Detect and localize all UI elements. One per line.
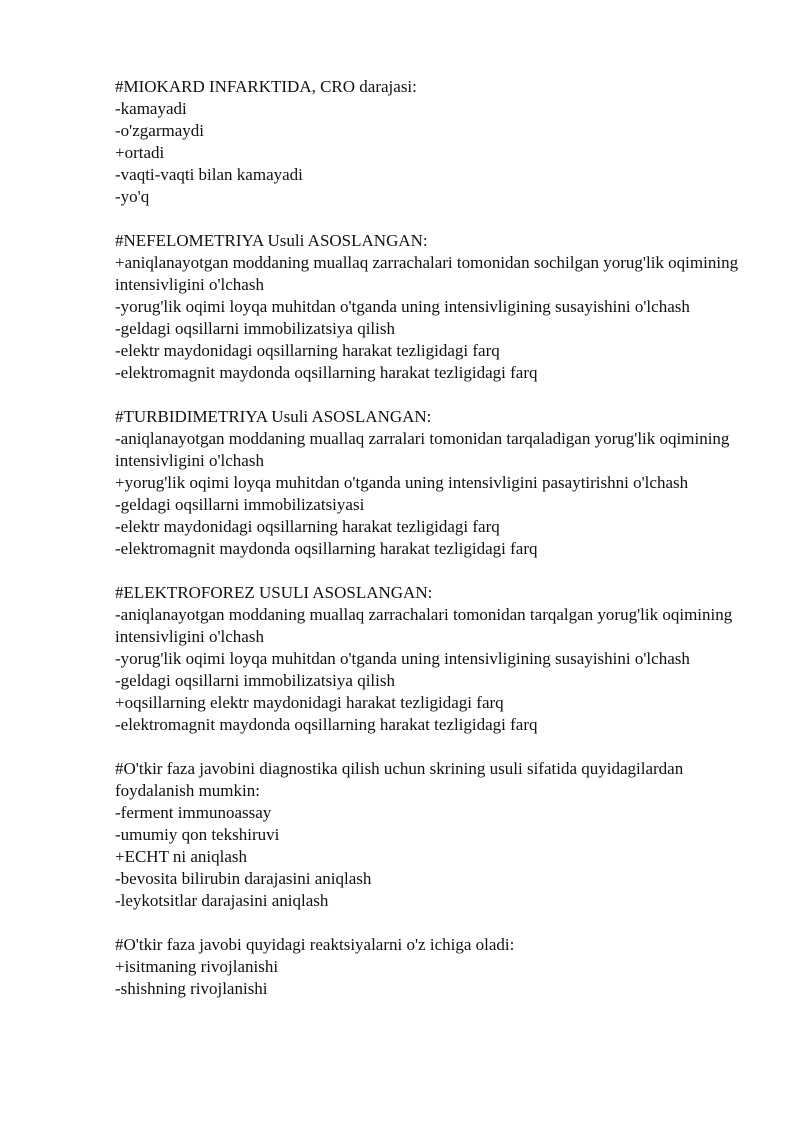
answer-option: -elektr maydonidagi oqsillarning harakat tezligidagi farq (115, 341, 500, 360)
question-text: #ELEKTROFOREZ USULI ASOSLANGAN: (115, 583, 433, 602)
answer-option: -o'zgarmaydi (115, 121, 204, 140)
question-text: #MIOKARD INFARKTIDA, CRO darajasi: (115, 77, 417, 96)
answer-option: +isitmaning rivojlanishi (115, 957, 279, 976)
answer-option: -yorug'lik oqimi loyqa muhitdan o'tganda uning intensivligining susayishini o'lchash (115, 297, 690, 316)
answer-option: -yo'q (115, 187, 150, 206)
answer-option: -bevosita bilirubin darajasini aniqlash (115, 869, 372, 888)
answer-option: -elektromagnit maydonda oqsillarning harakat tezligidagi farq (115, 539, 538, 558)
question-text: #NEFELOMETRIYA Usuli ASOSLANGAN: (115, 231, 428, 250)
question-block (115, 76, 755, 208)
answer-option: -shishning rivojlanishi (115, 979, 268, 998)
answer-option: -elektromagnit maydonda oqsillarning harakat tezligidagi farq (115, 715, 538, 734)
question-block (115, 934, 755, 1000)
question-text: #TURBIDIMETRIYA Usuli ASOSLANGAN: (115, 407, 432, 426)
answer-option: +ECHT ni aniqlash (115, 847, 248, 866)
question-text: #O'tkir faza javobini diagnostika qilish uchun skrining usuli sifatida quyidagilardan foydalanish mumkin: (115, 759, 684, 800)
answer-option: -elektromagnit maydonda oqsillarning harakat tezligidagi farq (115, 363, 538, 382)
question-text: #O'tkir faza javobi quyidagi reaktsiyalarni o'z ichiga oladi: (115, 935, 515, 954)
answer-option: -yorug'lik oqimi loyqa muhitdan o'tganda uning intensivligining susayishini o'lchash (115, 649, 690, 668)
answer-option: -aniqlanayotgan moddaning muallaq zarralari tomonidan tarqaladigan yorug'lik oqimining intensivligini o'lchash (115, 429, 730, 470)
answer-option: -geldagi oqsillarni immobilizatsiyasi (115, 495, 365, 514)
answer-option: -geldagi oqsillarni immobilizatsiya qilish (115, 319, 395, 338)
answer-option: +aniqlanayotgan moddaning muallaq zarrachalari tomonidan sochilgan yorug'lik oqimining intensivligini o'lchash (115, 253, 739, 294)
question-block (115, 758, 755, 912)
answer-option: -geldagi oqsillarni immobilizatsiya qilish (115, 671, 395, 690)
answer-option: +ortadi (115, 143, 165, 162)
answer-option: -vaqti-vaqti bilan kamayadi (115, 165, 303, 184)
answer-option: +oqsillarning elektr maydonidagi harakat tezligidagi farq (115, 693, 504, 712)
answer-option: -kamayadi (115, 99, 187, 118)
answer-option: -leykotsitlar darajasini aniqlash (115, 891, 329, 910)
question-block (115, 230, 755, 384)
answer-option: -umumiy qon tekshiruvi (115, 825, 280, 844)
document-page (115, 76, 755, 1022)
question-block (115, 406, 755, 560)
question-block (115, 582, 755, 736)
answer-option: -elektr maydonidagi oqsillarning harakat tezligidagi farq (115, 517, 500, 536)
answer-option: +yorug'lik oqimi loyqa muhitdan o'tganda uning intensivligini pasaytirishni o'lchash (115, 473, 689, 492)
answer-option: -aniqlanayotgan moddaning muallaq zarrachalari tomonidan tarqalgan yorug'lik oqimining intensivligini o'lchash (115, 605, 733, 646)
answer-option: -ferment immunoassay (115, 803, 272, 822)
